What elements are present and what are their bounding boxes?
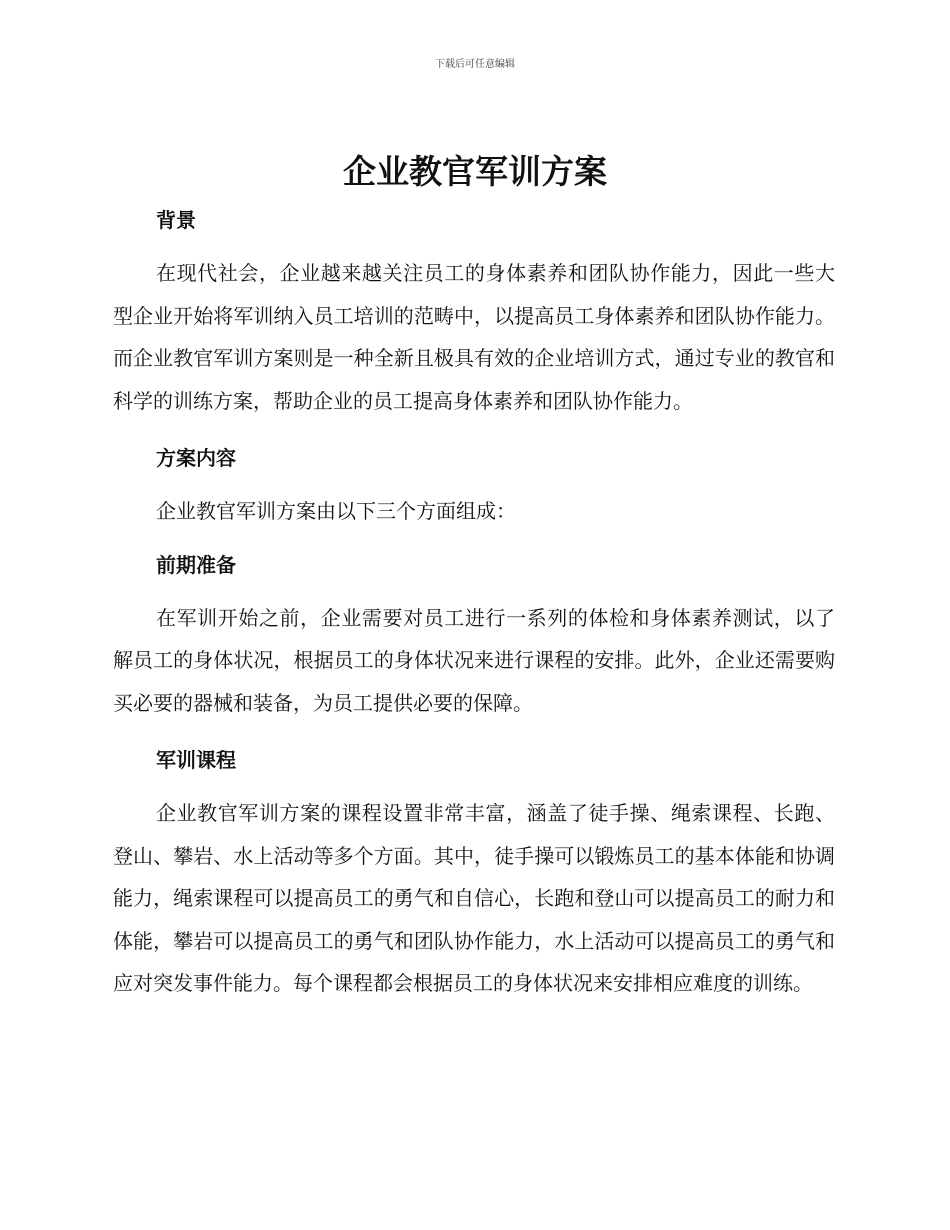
- section-heading-plan: 方案内容: [156, 446, 236, 470]
- paragraph-background: 在现代社会，企业越来越关注员工的身体素养和团队协作能力，因此一些大型企业开始将军训纳入员工培训的范畴中，以提高员工身体素养和团队协作能力。而企业教官军训方案则是一种全新且极具有效的企业培训方式，通过专业的教官和科学的训练方案，帮助企业的员工提高身体素养和团队协作能力。: [113, 261, 835, 413]
- document-title: 企业教官军训方案: [343, 152, 607, 191]
- document-body: [113, 200, 835, 1005]
- section-heading-prep: 前期准备: [156, 552, 236, 577]
- paragraph-prep: 在军训开始之前，企业需要对员工进行一系列的体检和身体素养测试，以了解员工的身体状况，根据员工的身体状况来进行课程的安排。此外，企业还需要购买必要的器械和装备，为员工提供必要的保障。: [113, 605, 835, 715]
- section-heading-course: 军训课程: [156, 748, 236, 772]
- section-heading-background: 背景: [156, 208, 196, 232]
- paragraph-course: 企业教官军训方案的课程设置非常丰富，涵盖了徒手操、绳索课程、长跑、登山、攀岩、水上活动等多个方面。其中，徒手操可以锻炼员工的基本体能和协调能力，绳索课程可以提高员工的勇气和自信心，长跑和登山可以提高员工的耐力和体能，攀岩可以提高员工的勇气和团队协作能力，水上活动可以提高员工的勇气和应对突发事件能力。每个课程都会根据员工的身体状况来安排相应难度的训练。: [113, 801, 835, 995]
- header-note: 下载后可任意编辑: [435, 59, 515, 70]
- paragraph-plan: 企业教官军训方案由以下三个方面组成：: [156, 499, 516, 523]
